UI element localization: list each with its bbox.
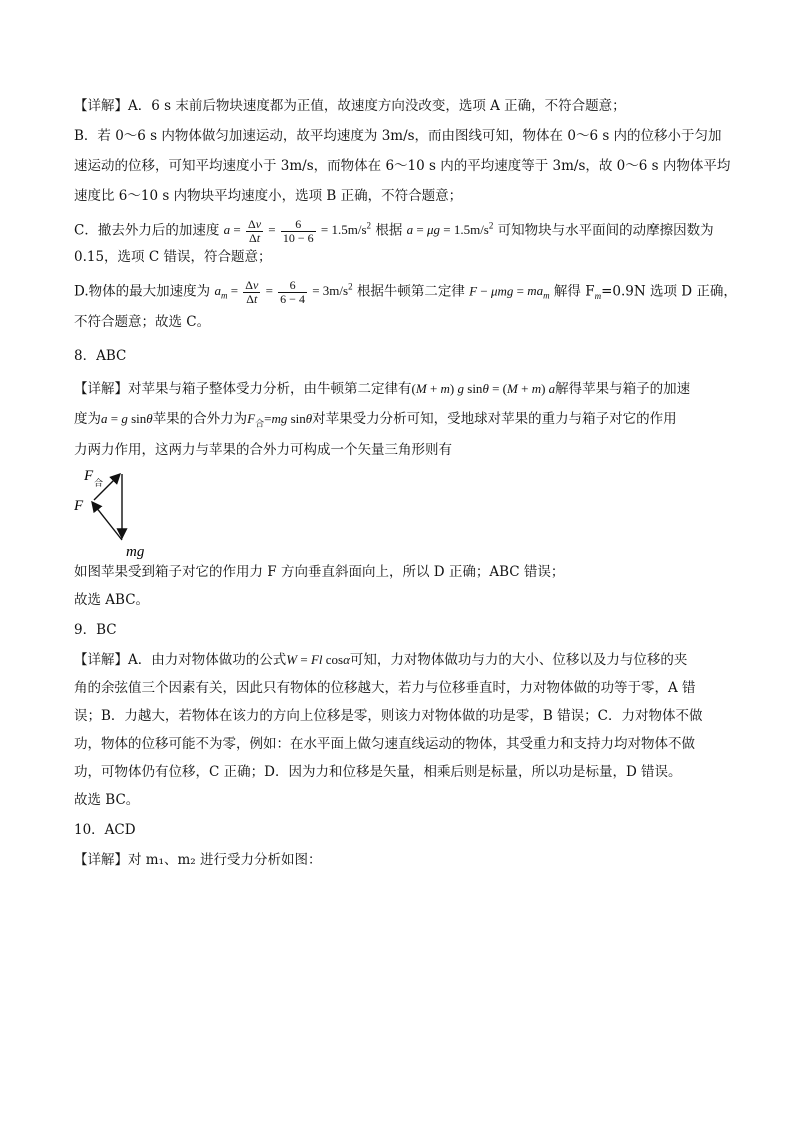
q9-line2: 角的余弦值三个因素有关，因此只有物体的位移越大，若力与位移垂直时，力对物体做的功等于零，A 错 xyxy=(74,680,696,697)
q7-option-a: 【详解】A．6 s 末前后物块速度都为正值，故速度方向没改变，选项 A 正确，不符合题意； xyxy=(74,98,626,114)
q7-d-post: 解得 F xyxy=(553,283,595,300)
q7-option-c-line2: 0.15，选项 C 错误，符合题意； xyxy=(74,248,272,265)
q8-formula1: (M + m) g sinθ = (M + m) a xyxy=(411,380,556,396)
q9-line1 xyxy=(74,650,726,670)
q9-line6: 故选 BC。 xyxy=(74,792,140,809)
q7-option-d-line2: 不符合题意；故选 C。 xyxy=(74,313,211,330)
q8-header: 8．ABC xyxy=(74,347,127,364)
q8-l1-post: 解得苹果与箱子的加速 xyxy=(555,380,691,397)
q7-c-formula: a = $\frac{\Delta v}{\Delta t}$ = $\frac{6}{10 - 6}$ = $1.5m/s^2$ xyxy=(223,216,372,245)
q8-line3: 力两力作用，这两力与苹果的合外力可构成一个矢量三角形则有 xyxy=(74,442,452,459)
q7-c-mid: 根据 xyxy=(375,222,403,239)
q8-l2-pre: 度为 xyxy=(74,410,101,427)
q8-formula2: a = g sinθ xyxy=(101,410,153,426)
q9-header: 9．BC xyxy=(74,622,117,639)
q7-option-d-line1: D.物体的最大加速度为 $a_m$ = $\frac{\Delta v}{\Delta t}$ = $\frac{6}{6 - 4}$ = $3m/s^2$ 根据牛顿第二定律 $F - \mu mg = ma_m$ 解得 $F_m=0.9N$ 选项 D 正确， xyxy=(74,277,737,306)
label-mg: mg xyxy=(126,544,145,561)
q9-l1-pre: 【详解】A．由力对物体做功的公式 xyxy=(74,652,287,669)
q8-line5: 故选 ABC。 xyxy=(74,592,150,609)
q9-line3: 误；B．力越大，若物体在该力的方向上位移是零，则该力对物体做的功是零，B 错误；C．力对物体不做 xyxy=(74,708,703,725)
q7-option-c-line1 xyxy=(74,212,726,245)
q7-option-b-line3: 速度比 6～10 s 内物块平均速度小，选项 B 正确，不符合题意； xyxy=(74,188,463,204)
q7-option-b-line2: 速运动的位移，可知平均速度小于 3m/s，而物体在 6～10 s 内的平均速度等于 3m/s，故 0～6 s 内物体平均 xyxy=(74,158,731,174)
q8-l2-post: 对苹果受力分析可知，受地球对苹果的重力与箱子对它的作用 xyxy=(312,410,677,427)
q7-d-formula2: $F - \mu mg = ma_m$ xyxy=(469,283,550,301)
q9-formula: W = Fl cosα xyxy=(286,652,350,668)
q7-d-formula: $a_m$ = $\frac{\Delta v}{\Delta t}$ = $\frac{6}{6 - 4}$ = $3m/s^2$ xyxy=(214,277,353,306)
vector-f xyxy=(92,502,122,540)
q8-line1 xyxy=(74,376,726,402)
q7-d-post2: =0.9N 选项 D 正确， xyxy=(601,283,737,300)
label-f: F xyxy=(74,498,84,515)
q8-formula3: $F_合=mg$ sinθ xyxy=(247,410,313,429)
q9-line5: 功，可物体仍有位移，C 正确；D．因为力和位移是矢量，相乘后则是标量，所以功是标量，D 错误。 xyxy=(74,764,682,781)
label-he-sub: 合 xyxy=(94,478,104,489)
q7-d-pre: D.物体的最大加速度为 xyxy=(74,283,211,300)
q7-c-post: 可知物块与水平面间的动摩擦因数为 xyxy=(497,222,714,239)
q9-l1-post: 可知，力对物体做功与力的大小、位移以及力与位移的夹 xyxy=(349,652,688,669)
q8-l2-mid: 苹果的合外力为 xyxy=(152,410,248,427)
q7-d-mid: 根据牛顿第二定律 xyxy=(356,283,465,300)
q10-header: 10．ACD xyxy=(74,822,136,839)
q8-line4: 如图苹果受到箱子对它的作用力 F 方向垂直斜面向上，所以 D 正确；ABC 错误； xyxy=(74,564,565,581)
vector-triangle-diagram xyxy=(74,462,194,562)
q8-l1-pre: 【详解】对苹果与箱子整体受力分析，由牛顿第二定律有 xyxy=(74,380,412,397)
q9-line4: 功，物体的位移可能不为零，例如：在水平面上做匀速直线运动的物体，其受重力和支持力均对物体不做 xyxy=(74,736,695,753)
q8-line2 xyxy=(74,406,726,437)
q7-c-pre: C．撤去外力后的加速度 xyxy=(74,222,220,239)
q7-option-b-line1: B．若 0～6 s 内物体做匀加速运动，故平均速度为 3m/s，而由图线可知，物体在 0～6 s 内的位移小于匀加 xyxy=(74,128,722,144)
document-page xyxy=(74,96,737,870)
q7-c-formula2: $a = \mu g = 1.5m/s^2$ xyxy=(406,221,494,238)
q10-line1: 【详解】对 m₁、m₂ 进行受力分析如图： xyxy=(74,852,322,869)
label-f-he: F xyxy=(84,468,94,485)
